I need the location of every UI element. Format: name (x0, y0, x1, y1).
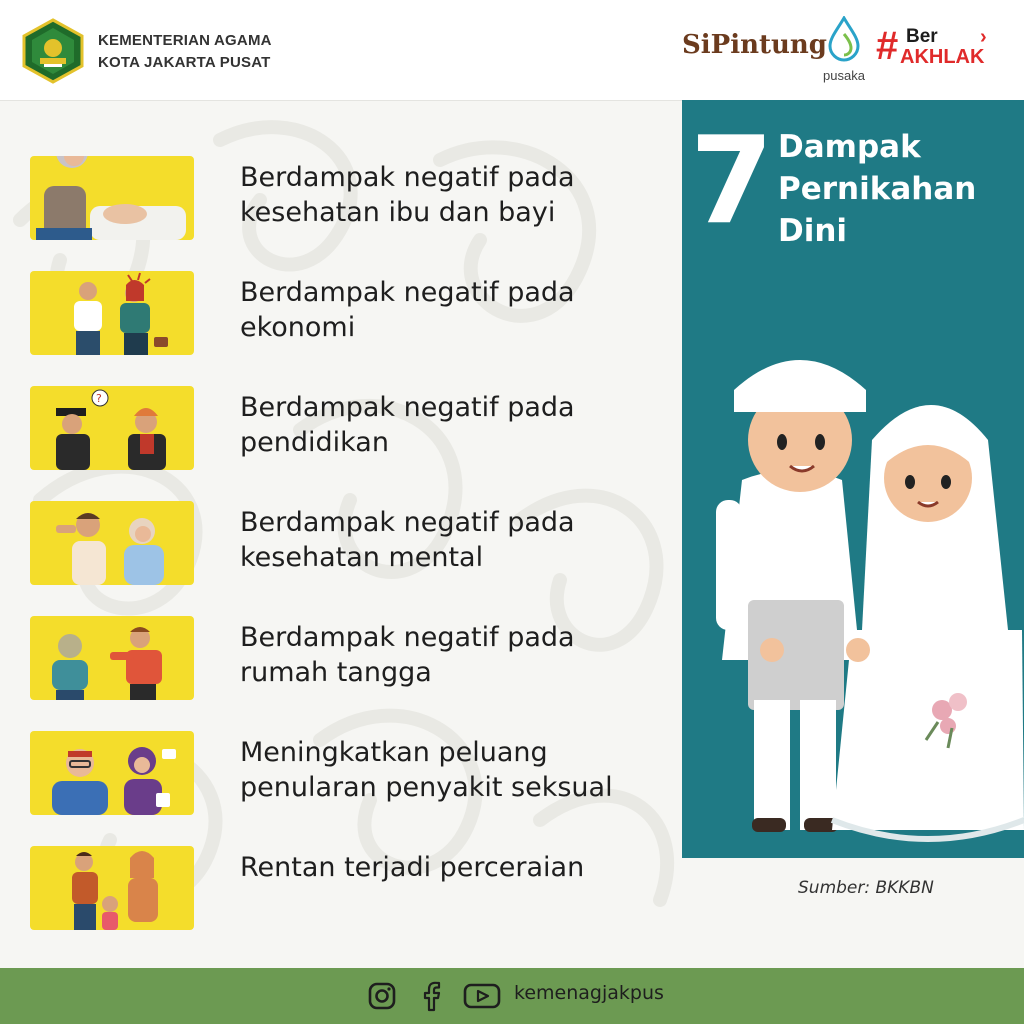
list-item (30, 152, 680, 242)
sipintung-logo-text: SiPintung (682, 30, 827, 60)
berakhlak-akhlak: AKHLAK (900, 46, 985, 68)
org-name-line1: KEMENTERIAN AGAMA (98, 32, 272, 49)
chevron-right-icon: › (980, 26, 987, 48)
list-item (30, 612, 680, 702)
item-text: Meningkatkan peluang penularan penyakit seksual (240, 737, 613, 803)
sick-couple-illustration (30, 731, 194, 815)
stressed-couple-illustration (30, 501, 194, 585)
title-panel (682, 100, 1024, 858)
pusaka-label: pusaka (823, 68, 865, 83)
facebook-icon[interactable] (416, 980, 448, 1012)
kemenag-emblem-logo (20, 18, 86, 84)
item-text: Berdampak negatif pada pendidikan (240, 392, 575, 458)
header (0, 0, 1024, 101)
confused-students-illustration (30, 386, 194, 470)
org-name-line2: KOTA JAKARTA PUSAT (98, 54, 271, 71)
mother-and-baby-illustration (30, 156, 194, 240)
item-text: Berdampak negatif pada rumah tangga (240, 622, 575, 688)
page-title: Dampak Pernikahan Dini (778, 129, 977, 249)
muslim-couple-illustration (682, 330, 1024, 858)
list-item (30, 497, 680, 587)
item-text: Berdampak negatif pada ekonomi (240, 277, 575, 343)
footer (0, 968, 1024, 1024)
instagram-icon[interactable] (366, 980, 398, 1012)
domestic-conflict-illustration (30, 616, 194, 700)
berakhlak-ber: Ber (906, 26, 938, 47)
title-number: 7 (690, 112, 774, 251)
berakhlak-hash: # (876, 24, 899, 68)
svg-text:?: ? (96, 392, 102, 405)
item-text: Berdampak negatif pada kesehatan ibu dan bayi (240, 162, 575, 228)
pusaka-drop-icon (827, 16, 861, 62)
divorce-family-illustration (30, 846, 194, 930)
sipintung-logo (682, 30, 827, 60)
source-credit: Sumber: BKKBN (798, 878, 934, 898)
pusaka-logo (820, 16, 868, 83)
item-text: Rentan terjadi perceraian (240, 852, 585, 883)
youtube-icon[interactable] (462, 980, 502, 1012)
couple-arguing-money-illustration (30, 271, 194, 355)
list-item (30, 842, 680, 932)
list-item (30, 382, 680, 472)
organization-name (98, 30, 272, 74)
list-item (30, 267, 680, 357)
list-item (30, 727, 680, 817)
social-handle[interactable]: kemenagjakpus (514, 982, 664, 1004)
item-text: Berdampak negatif pada kesehatan mental (240, 507, 575, 573)
